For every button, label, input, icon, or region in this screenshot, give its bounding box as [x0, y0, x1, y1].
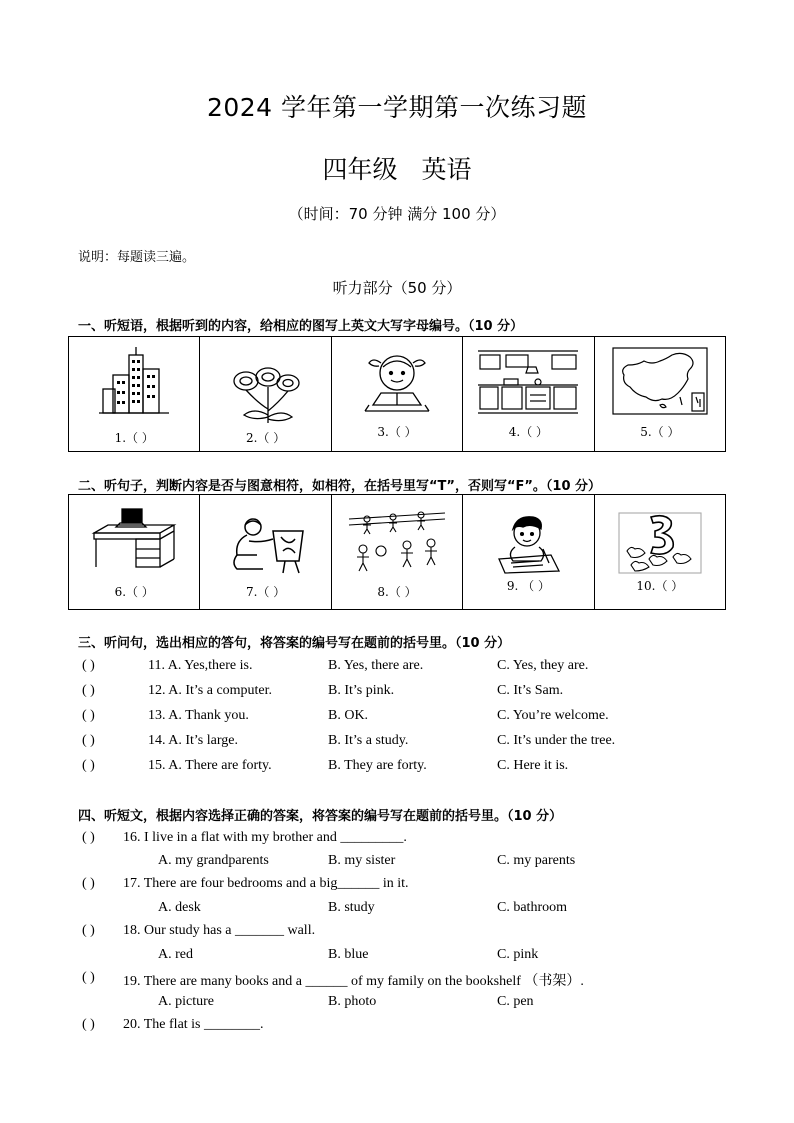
option-b: B. photo	[328, 994, 377, 1009]
options-row-17	[0, 900, 794, 920]
answer-blank[interactable]: ( )	[82, 758, 95, 773]
answer-blank[interactable]: ( )	[82, 970, 95, 985]
answer-blank[interactable]: ( )	[82, 830, 95, 845]
kitchen-icon	[476, 347, 580, 415]
option-a: A. red	[158, 947, 193, 962]
number-three-ducks-icon	[617, 511, 703, 575]
picture-cell-5	[595, 337, 725, 451]
listening-heading: 听力部分（50 分）	[332, 279, 462, 297]
option-c: C. You’re welcome.	[497, 708, 609, 723]
option-a: A. desk	[158, 900, 201, 915]
option-b: B. It’s pink.	[328, 683, 395, 698]
option-a: 12. A. It’s a computer.	[148, 683, 273, 698]
instruction-note: 说明：每题读三遍。	[78, 250, 196, 265]
desk-computer-icon	[90, 507, 178, 571]
answer-blank[interactable]: ( )	[82, 708, 95, 723]
answer-blank[interactable]: ( )	[82, 1017, 95, 1032]
grade-label: 四年级	[322, 155, 398, 184]
option-a: 11. A. Yes,there is.	[148, 658, 253, 673]
picture-cell-2	[200, 337, 331, 451]
picture-cell-6	[69, 495, 200, 609]
question-stem: 17. There are four bedrooms and a big______ in it.	[123, 876, 409, 891]
option-c: C. bathroom	[497, 900, 567, 915]
option-b: B. It’s a study.	[328, 733, 409, 748]
item-number: 1.（ ）	[114, 431, 154, 445]
item-number: 10.（ ）	[636, 579, 684, 593]
answer-blank[interactable]: ( )	[82, 658, 95, 673]
question-row-19	[0, 970, 794, 990]
section4-title: 四、听短文，根据内容选择正确的答案，将答案的编号写在题前的括号里。（10 分）	[78, 809, 563, 824]
option-b: B. Yes, there are.	[328, 658, 424, 673]
item-number: 9. （ ）	[506, 579, 550, 593]
option-c: C. It’s Sam.	[497, 683, 564, 698]
option-a: 15. A. There are forty.	[148, 758, 272, 773]
subject-label: 英语	[421, 155, 472, 184]
option-c: C. pen	[497, 994, 534, 1009]
section2-title: 二、听句子，判断内容是否与图意相符，如相符，在括号里写“T”，否则写“F”。（10 分）	[78, 479, 602, 494]
options-row-16	[0, 853, 794, 873]
option-b: B. They are forty.	[328, 758, 427, 773]
item-number: 4.（ ）	[508, 425, 549, 439]
question-row-12	[0, 683, 794, 703]
option-b: B. OK.	[328, 708, 369, 723]
picture-cell-10	[595, 495, 725, 609]
option-b: B. study	[328, 900, 375, 915]
question-stem: 18. Our study has a _______ wall.	[123, 923, 316, 938]
question-stem: 16. I live in a flat with my brother and _________.	[123, 830, 407, 845]
girl-reading-icon	[359, 347, 435, 415]
option-c: C. pink	[497, 947, 539, 962]
question-stem: 19. There are many books and a ______ of my family on the bookshelf （书架）.	[123, 974, 584, 989]
option-c: C. my parents	[497, 853, 576, 868]
option-a: 13. A. Thank you.	[148, 708, 249, 723]
page-title: 2024 学年第一学期第一次练习题	[206, 93, 588, 122]
picture-cell-8	[332, 495, 463, 609]
question-row-16	[0, 830, 794, 850]
time-info: （时间：70 分钟 满分 100 分）	[288, 205, 506, 223]
question-row-18	[0, 923, 794, 943]
item-number: 3.（ ）	[377, 425, 417, 439]
question-row-17	[0, 876, 794, 896]
option-c: C. Yes, they are.	[497, 658, 589, 673]
item-number: 2.（ ）	[245, 431, 286, 445]
section2-picture-table	[68, 494, 726, 610]
item-number: 6.（ ）	[114, 585, 154, 599]
picture-cell-9	[463, 495, 594, 609]
item-number: 7.（ ）	[245, 585, 286, 599]
section3-title: 三、听问句，选出相应的答句，将答案的编号写在题前的括号里。（10 分）	[78, 636, 511, 651]
option-a: A. my grandparents	[158, 853, 269, 868]
person-drawing-icon	[223, 517, 309, 575]
section1-picture-table	[68, 336, 726, 452]
answer-blank[interactable]: ( )	[82, 876, 95, 891]
option-c: C. Here it is.	[497, 758, 569, 773]
picture-cell-1	[69, 337, 200, 451]
answer-blank[interactable]: ( )	[82, 923, 95, 938]
picture-cell-4	[463, 337, 594, 451]
question-row-20	[0, 1017, 794, 1037]
option-a: A. picture	[158, 994, 214, 1009]
item-number: 5.（ ）	[640, 425, 680, 439]
question-row-13	[0, 708, 794, 728]
answer-blank[interactable]: ( )	[82, 733, 95, 748]
option-c: C. It’s under the tree.	[497, 733, 616, 748]
section1-title: 一、听短语，根据听到的内容，给相应的图写上英文大写字母编号。（10 分）	[78, 319, 524, 334]
options-row-18	[0, 947, 794, 967]
china-map-icon	[612, 347, 708, 415]
question-row-15	[0, 758, 794, 778]
answer-blank[interactable]: ( )	[82, 683, 95, 698]
building-icon	[99, 345, 169, 417]
options-row-19	[0, 994, 794, 1014]
picture-cell-3	[332, 337, 463, 451]
question-stem: 20. The flat is ________.	[123, 1017, 264, 1032]
page-subtitle	[0, 150, 794, 186]
question-row-11	[0, 658, 794, 678]
children-playing-icon	[347, 509, 447, 577]
option-b: B. my sister	[328, 853, 396, 868]
item-number: 8.（ ）	[377, 585, 417, 599]
picture-cell-7	[200, 495, 331, 609]
option-b: B. blue	[328, 947, 369, 962]
question-row-14	[0, 733, 794, 753]
flower-icon	[230, 365, 302, 425]
option-a: 14. A. It’s large.	[148, 733, 238, 748]
boy-writing-icon	[493, 513, 563, 575]
